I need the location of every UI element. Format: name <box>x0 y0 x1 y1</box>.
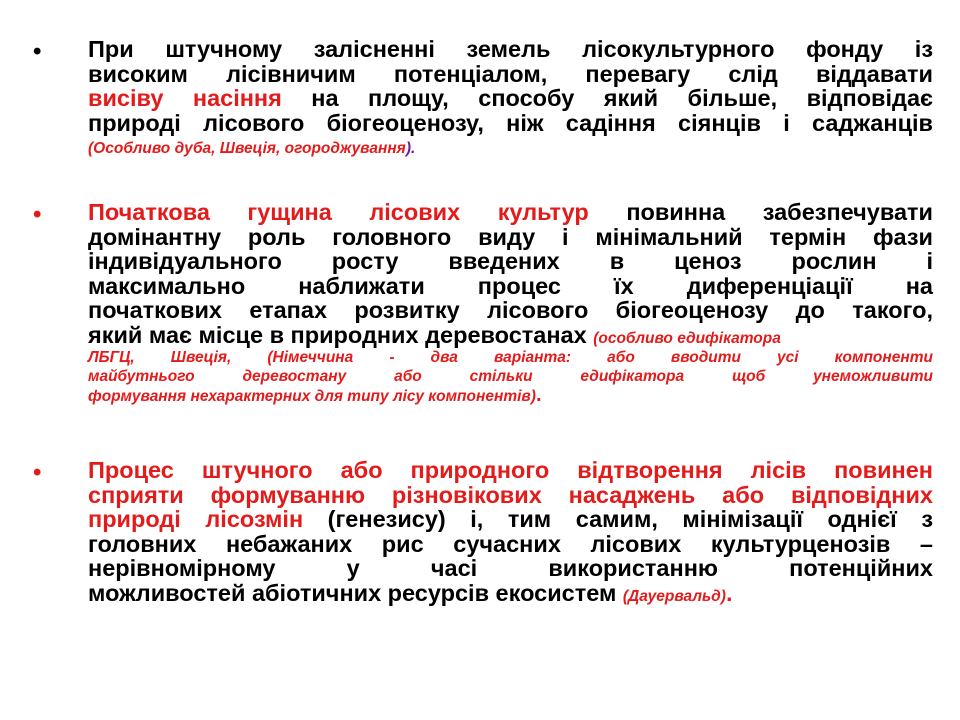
paragraph-1-note <box>88 139 933 158</box>
paragraph-2-line-3: індивідуального росту введених в ценоз рослин і <box>88 248 933 275</box>
paragraph-1-line-3 <box>88 86 933 111</box>
paragraph-3-line-3 <box>88 507 933 532</box>
highlight-initial-density: Початкова гущина лісових культур <box>88 199 589 225</box>
paragraph-2-line-6-text: який має місце в природних деревостанах <box>88 321 594 348</box>
paragraph-2-line-1-rest: повинна забезпечувати <box>588 199 934 225</box>
note-open-paren: ( <box>88 140 94 158</box>
paragraph-2-note-line-2: ЛБГЦ, Швеція, (Німеччина - два варіанта: або вводити усі компоненти <box>88 348 933 366</box>
paragraph-1-line-1: При штучному залісненні земель лісокультурного фонду із <box>88 36 933 62</box>
paragraph-1-line-4: природі лісового біогеоценозу, ніж садіння сіянців і саджанців <box>88 109 933 136</box>
bullet-3: • <box>33 459 42 486</box>
paragraph-2-line-4: максимально наближати процес їх диференціації на <box>88 272 933 299</box>
bullet-2: • <box>33 201 42 228</box>
paragraph-3 <box>88 458 933 606</box>
paragraph-3-line-5: нерівномірному у часі використанню потенційних <box>88 555 933 582</box>
paragraph-2-line-1 <box>88 200 933 225</box>
paragraph-2-note-line-4-text: формування нехарактерних для типу лісу компонентів) <box>88 387 536 405</box>
paragraph-3-note: (Дауервальд) <box>622 587 726 605</box>
paragraph-1-line-2: високим лісівничим потенціалом, перевагу слід віддавати <box>88 60 933 87</box>
highlight-seed-sowing: висіву насіння <box>88 85 282 112</box>
note-close: ). <box>405 140 416 158</box>
paragraph-2-note-end: . <box>535 383 542 406</box>
note-text: Особливо дуба, Швеція, огороджування <box>93 140 406 158</box>
paragraph-3-line-6 <box>88 581 933 606</box>
paragraph-3-line-2: сприяти формуванню різновікових насаджень або відповідних <box>88 481 933 508</box>
paragraph-3-line-3-rest: (генезису) і, тим самим, мінімізації однієї з <box>303 506 933 533</box>
paragraph-1-line-3-rest: на площу, способу який більше, відповідає <box>281 85 933 112</box>
paragraph-2 <box>88 200 933 405</box>
paragraph-2-line-6 <box>88 323 933 348</box>
paragraph-1 <box>88 37 933 158</box>
paragraph-3-line-1: Процес штучного або природного відтворення лісів повинен <box>88 457 933 483</box>
paragraph-3-note-end: . <box>725 579 733 606</box>
paragraph-3-line-4: головних небажаних рис сучасних лісових культурценозів – <box>88 530 933 557</box>
paragraph-3-line-6-text: можливостей абіотичних ресурсів екосистем <box>88 579 623 606</box>
paragraph-2-note-line-4 <box>88 383 933 406</box>
paragraph-2-note-start: (особливо едифікатора <box>593 329 781 347</box>
paragraph-2-line-2: домінантну роль головного виду і мінімальний термін фази <box>88 223 933 250</box>
bullet-1: • <box>33 38 42 65</box>
paragraph-2-line-5: початкових етапах розвитку лісового біогеоценозу до такого, <box>88 297 933 324</box>
paragraph-2-note-line-3: майбутнього деревостану або стільки едифікатора щоб унеможливити <box>88 367 933 385</box>
highlight-forest-succession: природі лісозмін <box>88 506 304 533</box>
